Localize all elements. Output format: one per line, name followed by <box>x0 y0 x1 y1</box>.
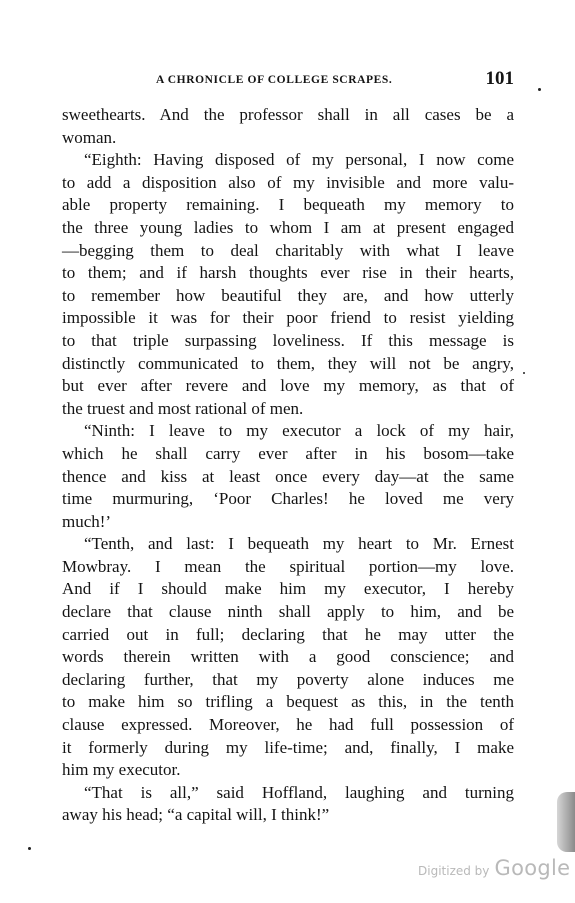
text-line: but ever after revere and love my memory, as that of <box>62 376 514 396</box>
text-line: Mowbray. I mean the spiritual portion—my love. <box>62 556 514 576</box>
text-line: it formerly during my life-time; and, finally, I make <box>62 737 514 757</box>
text-line: clause expressed. Moreover, he had full possession of <box>62 715 514 735</box>
text-line: “That is all,” said Hoffland, laughing and turning <box>84 782 514 802</box>
ink-speck <box>28 847 31 850</box>
text-line: the truest and most rational of men. <box>62 398 304 418</box>
watermark-prefix: Digitized by <box>418 864 490 878</box>
text-line: him my executor. <box>62 760 181 780</box>
text-line: “Ninth: I leave to my executor a lock of my hair, <box>84 421 514 441</box>
text-line: which he shall carry ever after in his bosom—take <box>62 443 514 463</box>
text-line: to make him so trifling a bequest as this, in the tenth <box>62 692 514 712</box>
text-line: impossible it was for their poor friend to resist yielding <box>62 308 514 328</box>
text-line: to them; and if harsh thoughts ever rise in their hearts, <box>62 263 514 283</box>
text-line: sweethearts. And the professor shall in all cases be a <box>62 105 514 124</box>
text-line: able property remaining. I bequeath my memory to <box>62 195 514 215</box>
text-line: declare that clause ninth shall apply to him, and be <box>62 602 514 622</box>
text-line: much!’ <box>62 511 112 531</box>
text-line: declaring further, that my poverty alone induces me <box>62 669 514 689</box>
text-line: to add a disposition also of my invisible and more valu- <box>62 172 514 192</box>
text-line: time murmuring, ‘Poor Charles! he loved me very <box>62 489 514 509</box>
text-line: to that triple surpassing loveliness. If this message is <box>62 330 514 350</box>
text-line: distinctly communicated to them, they will not be angry, <box>62 353 514 373</box>
ink-speck <box>523 372 525 374</box>
text-line: to remember how beautiful they are, and how utterly <box>62 285 514 305</box>
running-title: A CHRONICLE OF COLLEGE SCRAPES. <box>156 74 393 86</box>
text-line: thence and kiss at least once every day—at the same <box>62 466 514 486</box>
text-line: “Tenth, and last: I bequeath my heart to Mr. Ernest <box>84 534 514 554</box>
digitized-watermark <box>418 856 570 880</box>
text-line: And if I should make him my executor, I hereby <box>62 579 514 599</box>
text-line: woman. <box>62 127 117 147</box>
body-text <box>62 104 514 827</box>
text-line: —begging them to deal charitably with what I leave <box>62 240 514 260</box>
text-line: “Eighth: Having disposed of my personal, I now come <box>84 150 514 170</box>
ink-speck <box>538 88 541 91</box>
text-line: away his head; “a capital will, I think!” <box>62 805 330 825</box>
text-line: words therein written with a good conscience; and <box>62 647 514 667</box>
page-header <box>62 68 514 92</box>
page-number: 101 <box>485 68 514 89</box>
page-edge-shadow <box>557 792 575 852</box>
text-line: carried out in full; declaring that he may utter the <box>62 624 514 644</box>
google-logo: Google <box>494 856 571 880</box>
text-line: the three young ladies to whom I am at present engaged <box>62 217 514 237</box>
